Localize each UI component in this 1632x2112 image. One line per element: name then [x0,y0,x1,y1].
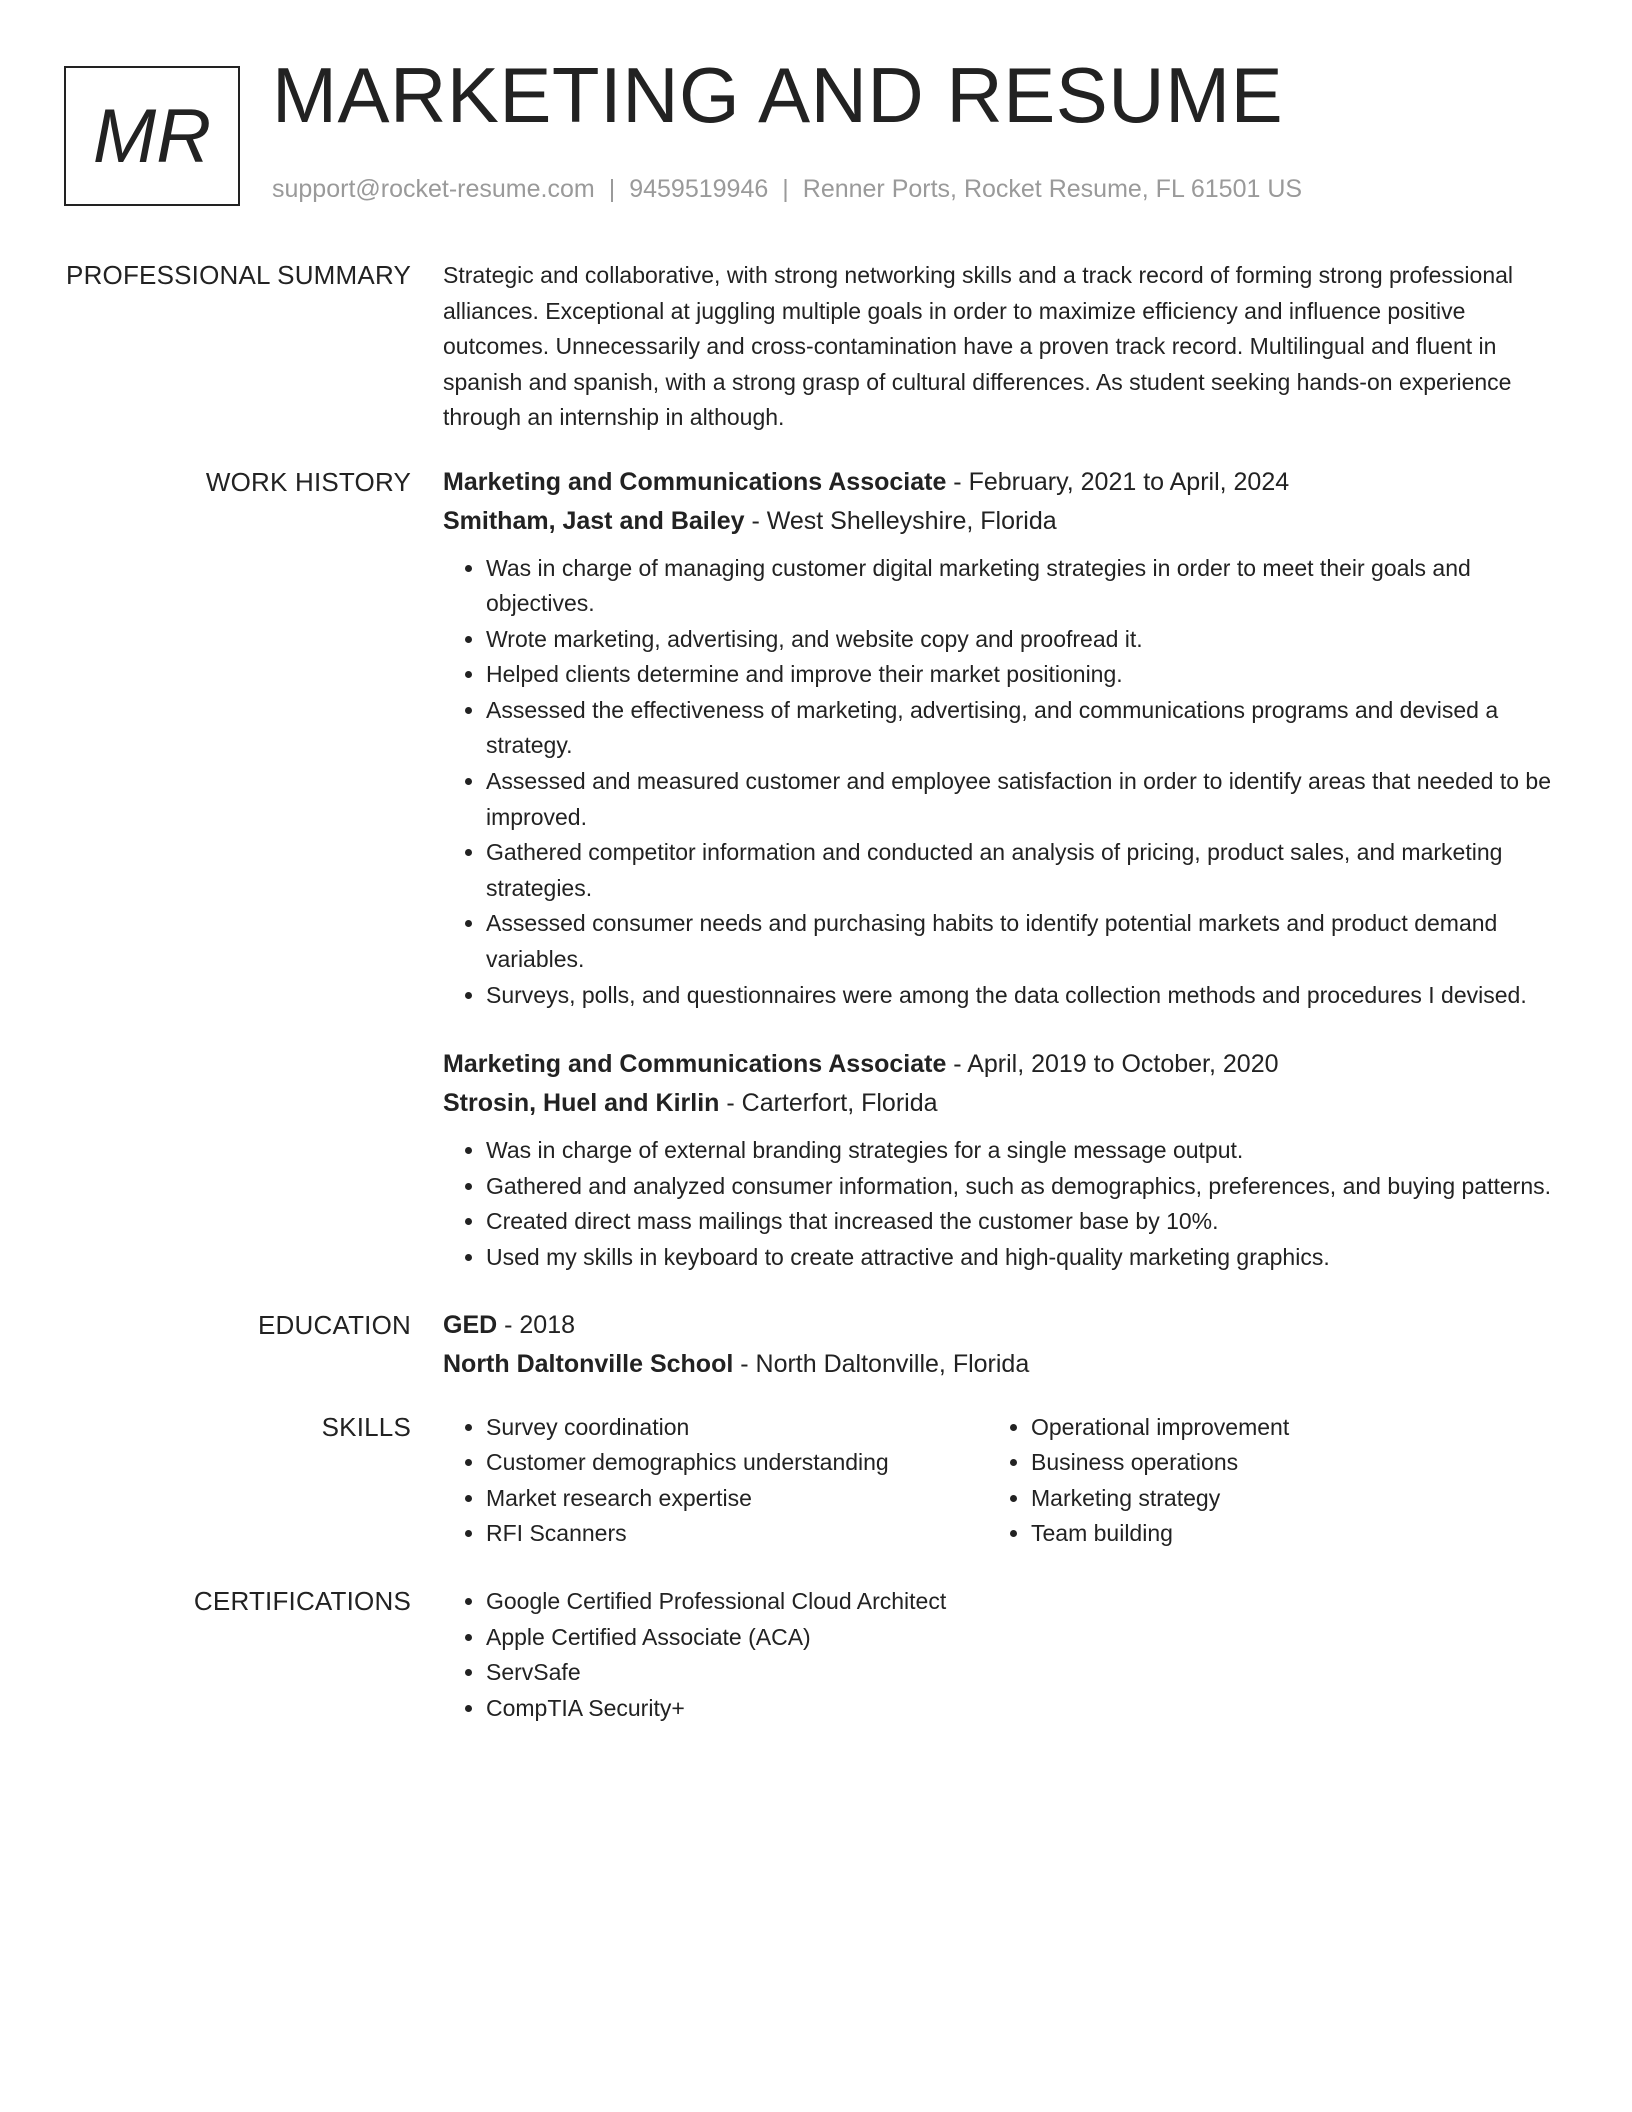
contact-address: Renner Ports, Rocket Resume, FL 61501 US [802,175,1303,203]
contact-email: support@rocket-resume.com [272,175,595,203]
certification-item: • ServSafe [486,1655,1553,1691]
job-bullet: • Created direct mass mailings that increased the customer base by 10%. [486,1204,1553,1240]
monogram-initials: MR [92,93,212,179]
education-section [0,1306,1632,1384]
job-bullet: • Gathered and analyzed consumer information, such as demographics, preferences, and buying patterns. [486,1169,1553,1205]
education-location: - North Daltonville, Florida [733,1349,1030,1378]
education-section-title: EDUCATION [258,1309,411,1340]
certifications-body [443,1584,1553,1726]
skill-item: • Operational improvement [1031,1410,1533,1446]
certification-item: • Apple Certified Associate (ACA) [486,1620,1553,1656]
skill-item: • Customer demographics understanding [486,1445,988,1481]
job-company: Strosin, Huel and Kirlin [443,1089,720,1118]
job-dates: - April, 2019 to October, 2020 [946,1050,1279,1079]
skill-item: • Market research expertise [486,1481,988,1517]
certification-item: • Google Certified Professional Cloud Architect [486,1584,1553,1620]
resume-content [0,258,1632,1726]
education-body [443,1306,1553,1384]
resume-name-heading: MARKETING AND RESUME [272,51,1284,139]
certifications-section [0,1584,1632,1726]
contact-line [272,175,1302,204]
education-year: - 2018 [497,1310,576,1339]
job-bullet: • Was in charge of external branding strategies for a single message output. [486,1133,1553,1169]
job-bullet: • Wrote marketing, advertising, and website copy and proofread it. [486,622,1553,658]
education-degree-line [443,1306,1553,1345]
job-bullets [443,1133,1553,1275]
job-bullet: • Assessed consumer needs and purchasing habits to identify potential markets and product demand variables. [486,906,1553,977]
job-bullet: • Surveys, polls, and questionnaires were among the data collection methods and procedures I devised. [486,978,1553,1014]
skills-grid [443,1410,1553,1552]
education-school-line [443,1345,1553,1384]
contact-separator: | [608,175,616,203]
skills-column-right [988,1410,1533,1552]
skills-section [0,1410,1632,1552]
job-role: Marketing and Communications Associate [443,467,947,496]
monogram-badge [64,66,240,206]
job-bullets [443,551,1553,1014]
skills-section-title: SKILLS [321,1411,411,1442]
job-location: - Carterfort, Florida [719,1089,938,1118]
job-title-line [443,1045,1553,1084]
education-degree: GED [443,1310,498,1339]
job-bullet: • Was in charge of managing customer digital marketing strategies in order to meet their goals and objectives. [486,551,1553,622]
job-bullet: • Gathered competitor information and conducted an analysis of pricing, product sales, and marketing strategies. [486,835,1553,906]
skill-item: • RFI Scanners [486,1516,988,1552]
job-bullet: • Used my skills in keyboard to create attractive and high-quality marketing graphics. [486,1240,1553,1276]
job-entry [443,463,1553,1014]
job-entry [443,1045,1553,1275]
summary-body [443,258,1553,436]
job-org-line [443,502,1553,541]
job-bullet: • Helped clients determine and improve their market positioning. [486,657,1553,693]
summary-text: Strategic and collaborative, with strong networking skills and a track record of forming strong professional alliances. Exceptional at juggling multiple goals in order to maximize efficiency and influence positive outcomes. Unnecessarily and cross-contamination have a proven track record. Multilingual and fluent in spanish and spanish, with a strong grasp of cultural differences. As student seeking hands-on experience through an internship in although. [443,262,1514,430]
skill-item: • Team building [1031,1516,1533,1552]
summary-section [0,258,1632,436]
job-org-line [443,1084,1553,1123]
skills-column-left [443,1410,988,1552]
job-dates: - February, 2021 to April, 2024 [946,467,1290,496]
job-bullet: • Assessed and measured customer and employee satisfaction in order to identify areas that needed to be improved. [486,764,1553,835]
contact-separator: | [782,175,789,203]
skills-body [443,1410,1553,1552]
certifications-section-title: CERTIFICATIONS [193,1585,411,1616]
job-company: Smitham, Jast and Bailey [443,506,745,535]
skill-item: • Business operations [1031,1445,1533,1481]
contact-phone: 9459519946 [629,175,769,203]
job-bullet: • Assessed the effectiveness of marketing, advertising, and communications programs and devised a strategy. [486,693,1553,764]
skill-item: • Marketing strategy [1031,1481,1533,1517]
summary-section-title: PROFESSIONAL SUMMARY [66,260,411,290]
education-school: North Daltonville School [443,1349,734,1378]
work-history-body [443,463,1553,1276]
skill-item: • Survey coordination [486,1410,988,1446]
work-history-section-title: WORK HISTORY [205,466,411,497]
certification-item: • CompTIA Security+ [486,1691,1553,1727]
job-title-line [443,463,1553,502]
job-role: Marketing and Communications Associate [443,1050,947,1079]
job-location: - West Shelleyshire, Florida [744,506,1057,535]
work-history-section [0,463,1632,1276]
certifications-list [443,1584,1553,1726]
